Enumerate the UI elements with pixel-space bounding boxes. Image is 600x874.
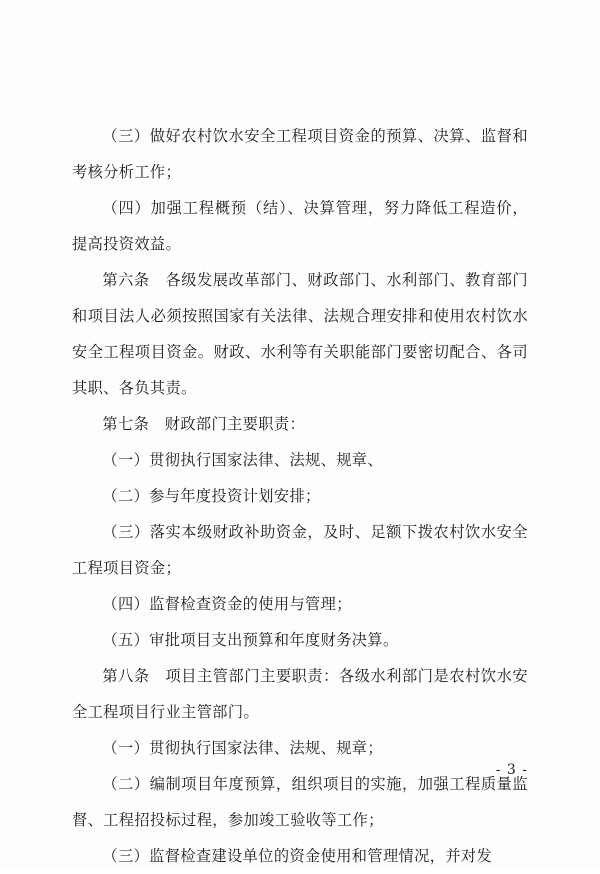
paragraph: （二）编制项目年度预算，组织项目的实施，加强工程质量监督、工程招投标过程，参加竣工验收等工作； bbox=[72, 775, 528, 829]
paragraph: （一）贯彻执行国家法律、法规、规章； bbox=[102, 739, 383, 757]
paragraph: （三）落实本级财政补助资金，及时、足额下拨农村饮水安全工程项目资金； bbox=[72, 523, 528, 577]
paragraph: （三）做好农村饮水安全工程项目资金的预算、决算、监督和考核分析工作； bbox=[72, 127, 528, 181]
paragraph: 第八条 项目主管部门主要职责：各级水利部门是农村饮水安全工程项目行业主管部门。 bbox=[72, 667, 528, 721]
paragraph: （五）审批项目支出预算和年度财务决算。 bbox=[102, 631, 399, 649]
paragraph: （一）贯彻执行国家法律、法规、规章、 bbox=[102, 451, 383, 469]
paragraph: （四）加强工程概预（结）、决算管理，努力降低工程造价，提高投资效益。 bbox=[72, 199, 528, 253]
paragraph: （四）监督检查资金的使用与管理； bbox=[102, 595, 352, 613]
paragraph: 第六条 各级发展改革部门、财政部门、水利部门、教育部门和项目法人必须按照国家有关法律、法规合理安排和使用农村饮水安全工程项目资金。财政、水利等有关职能部门要密切配合、各司其职、各负其责。 bbox=[72, 271, 528, 397]
paragraph: （三）监督检查建设单位的资金使用和管理情况，并对发 bbox=[102, 847, 493, 865]
document-body bbox=[72, 118, 528, 874]
page-number: - 3 - bbox=[495, 762, 528, 778]
paragraph: （二）参与年度投资计划安排； bbox=[102, 487, 321, 505]
paragraph: 第七条 财政部门主要职责： bbox=[102, 415, 306, 433]
